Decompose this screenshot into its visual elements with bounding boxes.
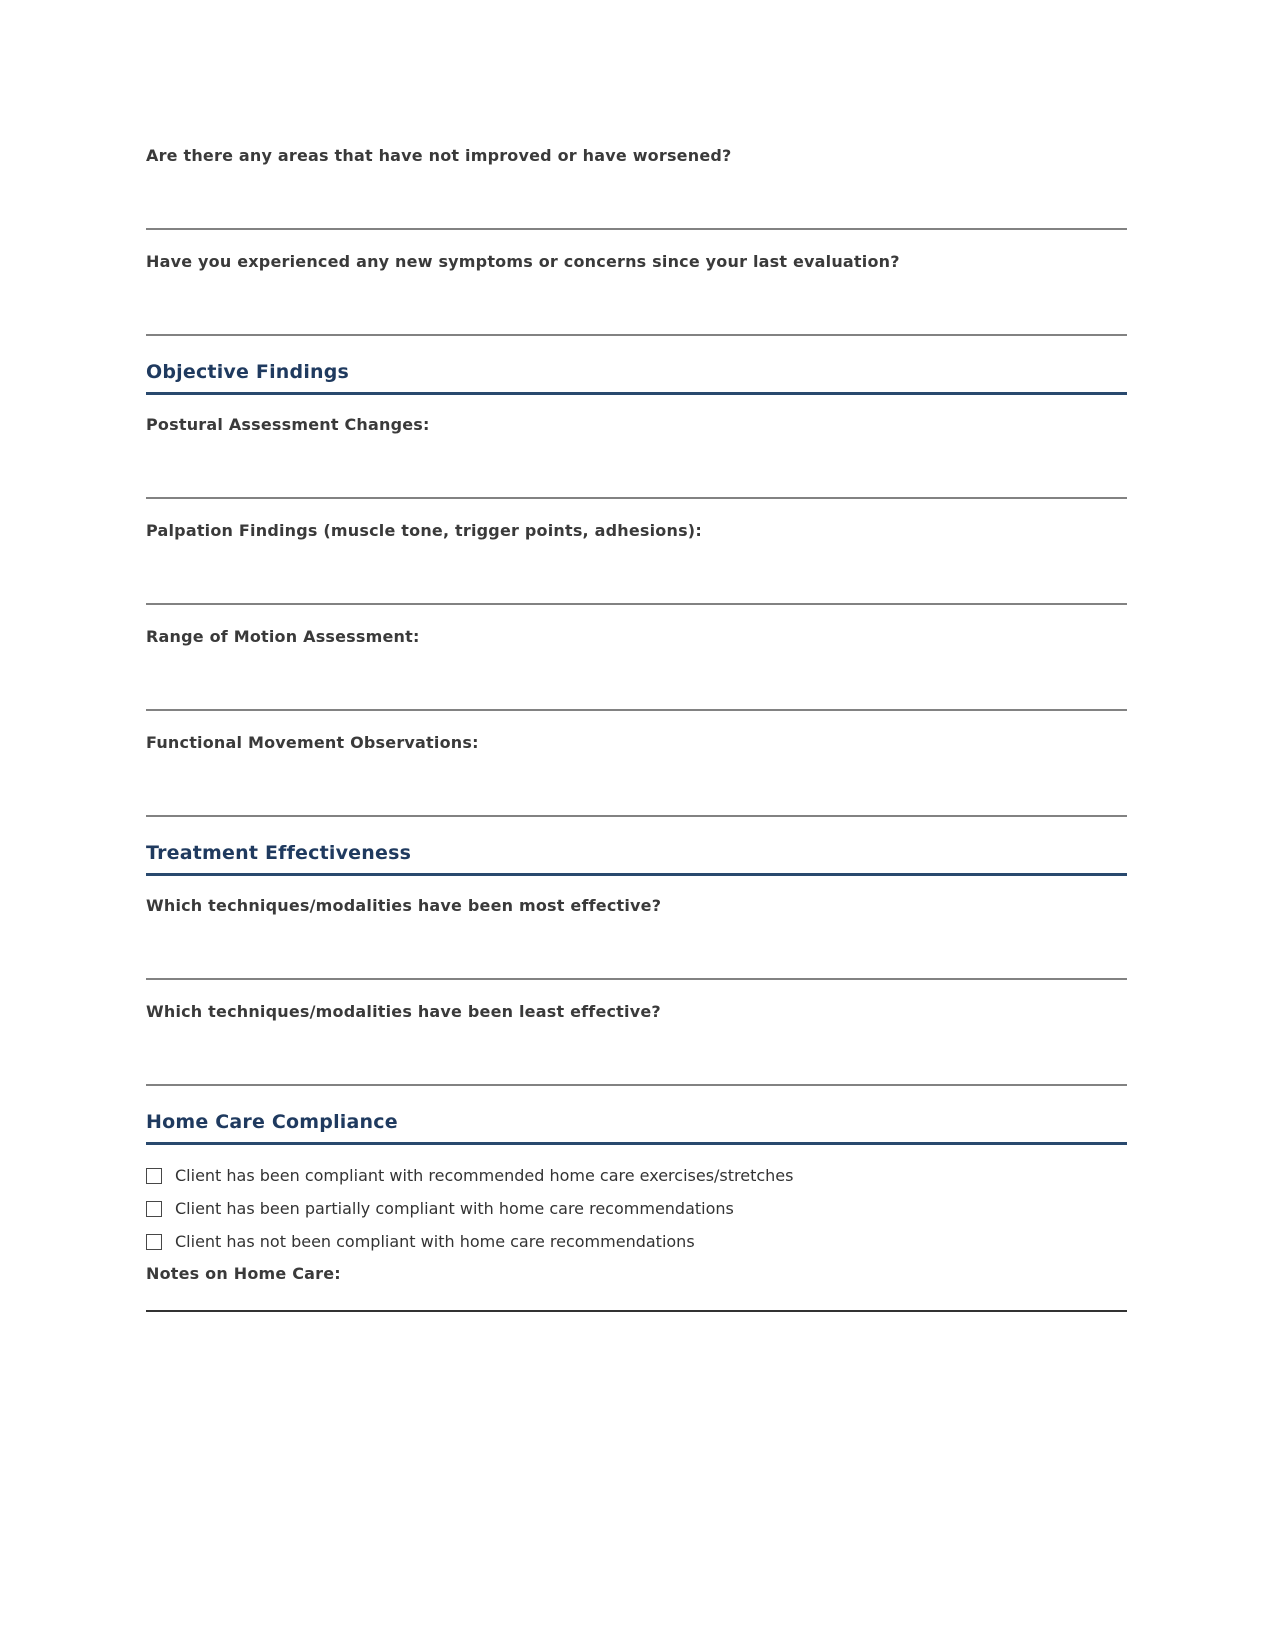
form-content: [146, 144, 1127, 1312]
field-block-postural: [146, 413, 1127, 499]
answer-area-new-symptoms[interactable]: [146, 274, 1127, 336]
field-label-functional-movement: Functional Movement Observations:: [146, 733, 479, 752]
answer-area-palpation[interactable]: [146, 543, 1127, 605]
question-label-least-effective: Which techniques/modalities have been least effective?: [146, 1002, 661, 1021]
answer-area-functional-movement[interactable]: [146, 755, 1127, 817]
question-label-not-improved: Are there any areas that have not improved or have worsened?: [146, 146, 732, 165]
answer-area-least-effective[interactable]: [146, 1024, 1127, 1086]
section-heading-objective-findings: Objective Findings: [146, 360, 1127, 395]
answer-area-postural[interactable]: [146, 437, 1127, 499]
field-label-postural: Postural Assessment Changes:: [146, 415, 430, 434]
question-block-least-effective: [146, 1000, 1127, 1086]
section-heading-treatment-effectiveness: Treatment Effectiveness: [146, 841, 1127, 876]
question-block-not-improved: [146, 144, 1127, 230]
checkbox-not-compliant[interactable]: [146, 1234, 162, 1250]
question-block-most-effective: [146, 894, 1127, 980]
checkbox-label-not-compliant: Client has not been compliant with home care recommendations: [175, 1232, 695, 1251]
question-label-new-symptoms: Have you experienced any new symptoms or concerns since your last evaluation?: [146, 252, 900, 271]
checkbox-row-partially-compliant: [146, 1196, 1127, 1222]
checkbox-row-compliant: [146, 1163, 1127, 1189]
checkbox-row-not-compliant: [146, 1229, 1127, 1255]
answer-area-not-improved[interactable]: [146, 168, 1127, 230]
field-label-range-of-motion: Range of Motion Assessment:: [146, 627, 420, 646]
field-label-palpation: Palpation Findings (muscle tone, trigger points, adhesions):: [146, 521, 702, 540]
checkbox-partially-compliant[interactable]: [146, 1201, 162, 1217]
question-block-new-symptoms: [146, 250, 1127, 336]
compliance-checkbox-list: [146, 1163, 1127, 1255]
checkbox-label-partially-compliant: Client has been partially compliant with home care recommendations: [175, 1199, 734, 1218]
notes-on-home-care-label: Notes on Home Care:: [146, 1264, 341, 1283]
field-block-palpation: [146, 519, 1127, 605]
question-label-most-effective: Which techniques/modalities have been most effective?: [146, 896, 662, 915]
field-block-functional-movement: [146, 731, 1127, 817]
answer-area-notes-on-home-care[interactable]: [146, 1286, 1127, 1312]
answer-area-range-of-motion[interactable]: [146, 649, 1127, 711]
answer-area-most-effective[interactable]: [146, 918, 1127, 980]
checkbox-compliant[interactable]: [146, 1168, 162, 1184]
checkbox-label-compliant: Client has been compliant with recommended home care exercises/stretches: [175, 1166, 794, 1185]
section-heading-home-care-compliance: Home Care Compliance: [146, 1110, 1127, 1145]
field-block-range-of-motion: [146, 625, 1127, 711]
